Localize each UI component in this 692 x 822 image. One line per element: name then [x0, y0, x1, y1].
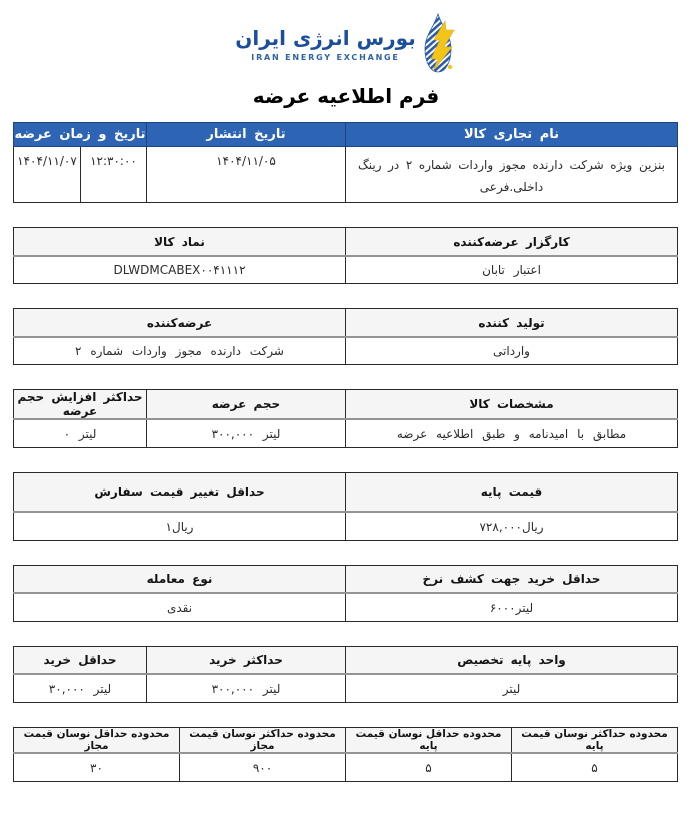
producer-header: تولید کننده	[346, 309, 678, 337]
min-base-fluct-value: ۵	[346, 753, 512, 781]
exchange-brand	[0, 12, 692, 76]
offer-time-value: ۱۲:۳۰:۰۰	[81, 147, 147, 203]
min-allowed-fluct-header: محدوده حداقل نوسان قیمت مجاز	[14, 727, 180, 753]
purchase-limits-table	[13, 646, 678, 703]
producer-value: وارداتی	[346, 337, 678, 365]
min-purchase-value: لیتر ۳۰,۰۰۰	[14, 674, 147, 702]
min-base-fluct-header: محدوده حداقل نوسان قیمت پایه	[346, 727, 512, 753]
allocation-unit-header: واحد پایه تخصیص	[346, 646, 678, 674]
max-allowed-fluct-value: ۹۰۰	[180, 753, 346, 781]
symbol-value: DLWDMCABEX۰۰۴۱۱۱۲	[14, 256, 346, 284]
brand-name-english: IRAN ENERGY EXCHANGE	[251, 53, 400, 62]
striped-drop-lightning-icon	[423, 13, 457, 75]
brand-text-block	[235, 26, 415, 62]
max-base-fluct-value: ۵	[512, 753, 678, 781]
base-price-header: قیمت پایه	[346, 472, 678, 512]
min-discovery-header: حداقل خرید جهت کشف نرخ	[346, 565, 678, 593]
max-allowed-fluct-header: محدوده حداکثر نوسان قیمت مجاز	[180, 727, 346, 753]
max-volume-increase-header: حداکثر افزایش حجم عرضه	[14, 390, 147, 420]
supplier-value: شرکت دارنده مجوز واردات شماره ۲	[14, 337, 346, 365]
page-title: فرم اطلاعیه عرضه	[252, 84, 440, 108]
trade-type-value: نقدی	[14, 593, 346, 621]
offer-volume-header: حجم عرضه	[147, 390, 346, 420]
product-name-header: نام تجاری کالا	[346, 123, 678, 147]
discovery-tradetype-table	[13, 565, 678, 622]
offer-volume-value: لیتر ۳۰۰,۰۰۰	[147, 419, 346, 447]
producer-supplier-table	[13, 308, 678, 365]
broker-header: کارگزار عرضه‌کننده	[346, 228, 678, 256]
fluctuation-range-table	[13, 727, 678, 782]
max-purchase-value: لیتر ۳۰۰,۰۰۰	[147, 674, 346, 702]
min-discovery-value: لیتر۶۰۰۰	[346, 593, 678, 621]
publish-date-value: ۱۴۰۴/۱۱/۰۵	[147, 147, 346, 203]
broker-symbol-table	[13, 227, 678, 284]
min-allowed-fluct-value: ۳۰	[14, 753, 180, 781]
publish-date-header: تاریخ انتشار	[147, 123, 346, 147]
price-tick-value: ریال۱	[14, 512, 346, 540]
offer-identity-table	[13, 122, 678, 203]
allocation-unit-value: لیتر	[346, 674, 678, 702]
specs-volume-table	[13, 389, 678, 448]
brand-name-farsi: بورس انرژی ایران	[235, 26, 416, 50]
specs-header: مشخصات کالا	[346, 390, 678, 420]
base-price-table	[13, 472, 678, 541]
supplier-header: عرضه‌کننده	[14, 309, 346, 337]
offer-datetime-header: تاریخ و زمان عرضه	[13, 123, 146, 147]
max-volume-increase-value: لیتر ۰	[14, 419, 147, 447]
base-price-value: ریال۷۲۸,۰۰۰	[346, 512, 678, 540]
symbol-header: نماد کالا	[14, 228, 346, 256]
offer-date-value: ۱۴۰۴/۱۱/۰۷	[13, 147, 80, 203]
max-base-fluct-header: محدوده حداکثر نوسان قیمت پایه	[512, 727, 678, 753]
price-tick-header: حداقل تغییر قیمت سفارش	[14, 472, 346, 512]
product-name-value: بنزین ویژه شرکت دارنده مجوز واردات شماره ۲ در رینگ داخلی.فرعی	[346, 147, 678, 203]
trade-type-header: نوع معامله	[14, 565, 346, 593]
broker-value: اعتبار تابان	[346, 256, 678, 284]
min-purchase-header: حداقل خرید	[14, 646, 147, 674]
max-purchase-header: حداکثر خرید	[147, 646, 346, 674]
specs-value: مطابق با امیدنامه و طبق اطلاعیه عرضه	[346, 419, 678, 447]
